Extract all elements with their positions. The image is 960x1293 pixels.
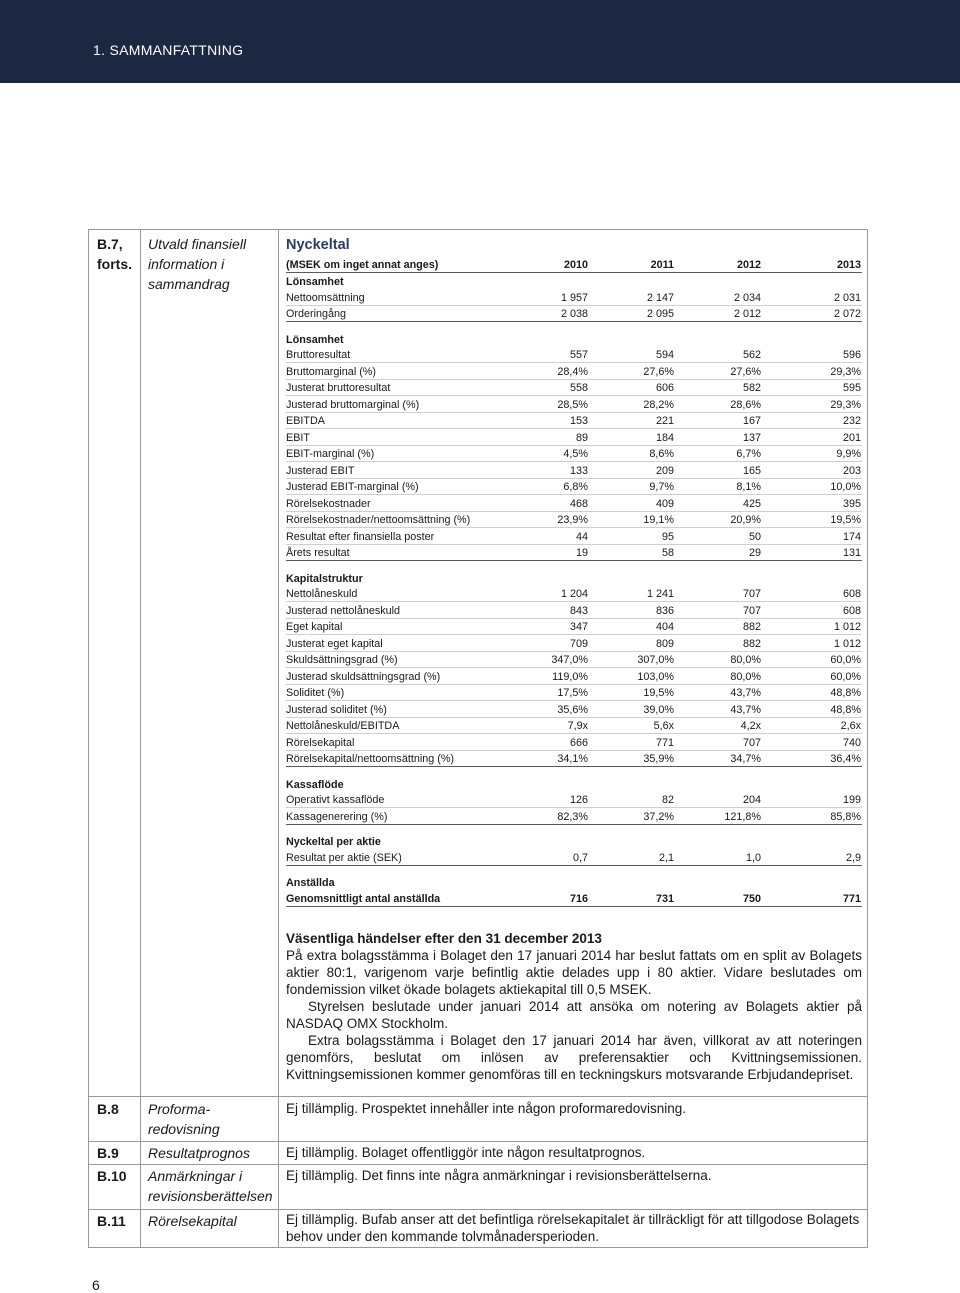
row-value: 167 bbox=[742, 415, 761, 427]
table-row bbox=[286, 545, 862, 562]
row-value: 44 bbox=[575, 530, 588, 543]
row-value: 221 bbox=[655, 415, 674, 427]
row-label: Kapitalstruktur bbox=[286, 572, 363, 585]
section-label: Anmärkningar i revisionsberättelsen bbox=[148, 1168, 273, 1204]
group-title bbox=[286, 569, 862, 586]
row-value: 307,0% bbox=[637, 654, 674, 666]
table-row bbox=[286, 347, 862, 364]
table-row bbox=[286, 635, 862, 652]
row-value: 95 bbox=[661, 530, 674, 543]
row-value: 4,5% bbox=[563, 448, 588, 460]
row-value: 201 bbox=[842, 431, 861, 444]
row-value: 10,0% bbox=[830, 481, 861, 493]
row-label: Rörelsekapital/nettoomsättning (%) bbox=[286, 753, 455, 765]
row-value: 1 204 bbox=[560, 588, 588, 600]
table-row bbox=[286, 528, 862, 545]
table-title: Nyckeltal bbox=[286, 237, 350, 253]
table-row bbox=[286, 734, 862, 751]
row-value: 23,9% bbox=[557, 514, 588, 526]
table-row bbox=[286, 429, 862, 446]
row-value: 2011 bbox=[650, 258, 674, 271]
table-row bbox=[286, 462, 862, 479]
row-value: 6,8% bbox=[563, 481, 588, 493]
row-label: Eget kapital bbox=[286, 621, 343, 633]
row-value: 39,0% bbox=[643, 703, 674, 716]
group-title bbox=[286, 833, 862, 850]
section-body: Ej tillämplig. Bolaget offentliggör inte någon resultatprognos. bbox=[286, 1145, 646, 1160]
row-value: 60,0% bbox=[830, 654, 861, 666]
row-label: Rörelsekostnader/nettoomsättning (%) bbox=[286, 514, 471, 526]
section-number: B.11 bbox=[97, 1213, 126, 1229]
row-value: 395 bbox=[842, 497, 861, 510]
table-row bbox=[286, 652, 862, 669]
row-value: 8,6% bbox=[649, 448, 674, 460]
row-value: 80,0% bbox=[730, 670, 761, 683]
table-row bbox=[286, 306, 862, 323]
table-row bbox=[286, 751, 862, 768]
row-value: 666 bbox=[569, 736, 588, 749]
row-divider bbox=[88, 1164, 868, 1165]
row-value: 2 147 bbox=[646, 291, 674, 304]
table-row bbox=[286, 479, 862, 496]
group-title bbox=[286, 775, 862, 792]
row-label: Justerad EBIT bbox=[286, 464, 355, 477]
table-row bbox=[286, 446, 862, 463]
row-value: 28,5% bbox=[557, 398, 588, 411]
row-label: Justerad soliditet (%) bbox=[286, 703, 387, 716]
table-row bbox=[286, 586, 862, 603]
row-value: 750 bbox=[742, 892, 761, 905]
row-value: 29,3% bbox=[830, 398, 861, 411]
section-number: B.9 bbox=[97, 1145, 119, 1161]
row-value: 82,3% bbox=[557, 810, 588, 823]
row-value: 1 012 bbox=[833, 637, 861, 650]
page-number: 6 bbox=[92, 1277, 100, 1293]
row-divider bbox=[88, 1141, 868, 1142]
row-label: Justerat bruttoresultat bbox=[286, 382, 391, 394]
row-value: 608 bbox=[842, 604, 861, 617]
row-label: (MSEK om inget annat anges) bbox=[286, 258, 439, 271]
row-value: 709 bbox=[569, 637, 588, 650]
table-row bbox=[286, 380, 862, 397]
table-header-row bbox=[286, 256, 862, 273]
group-title bbox=[286, 330, 862, 347]
row-value: 606 bbox=[655, 382, 674, 394]
section-number: B.7, forts. bbox=[97, 236, 132, 272]
table-row bbox=[286, 718, 862, 735]
row-value: 133 bbox=[569, 464, 588, 477]
row-value: 17,5% bbox=[557, 687, 588, 699]
row-label: Justerad nettolåneskuld bbox=[286, 604, 401, 617]
section-number: B.10 bbox=[97, 1168, 127, 1184]
row-value: 2,6x bbox=[840, 720, 861, 732]
row-value: 35,9% bbox=[643, 753, 674, 765]
row-value: 9,7% bbox=[649, 481, 674, 493]
row-value: 707 bbox=[742, 588, 761, 600]
row-value: 58 bbox=[661, 547, 674, 559]
row-value: 19,5% bbox=[830, 514, 861, 526]
row-value: 103,0% bbox=[637, 670, 674, 683]
section-label: Resultatprognos bbox=[148, 1145, 250, 1161]
row-label: Bruttomarginal (%) bbox=[286, 365, 377, 378]
row-value: 716 bbox=[569, 892, 588, 905]
row-value: 19 bbox=[575, 547, 588, 559]
row-value: 347 bbox=[569, 621, 588, 633]
row-value: 48,8% bbox=[830, 703, 861, 716]
row-divider bbox=[88, 1096, 868, 1097]
row-value: 153 bbox=[569, 415, 588, 427]
row-label: Justerad bruttomarginal (%) bbox=[286, 398, 420, 411]
row-value: 2 072 bbox=[833, 308, 861, 320]
row-value: 2 012 bbox=[733, 308, 761, 320]
table-row bbox=[286, 792, 862, 809]
row-label: EBIT-marginal (%) bbox=[286, 448, 375, 460]
row-label: Soliditet (%) bbox=[286, 687, 345, 699]
row-value: 89 bbox=[575, 431, 588, 444]
row-value: 582 bbox=[742, 382, 761, 394]
section-body: Ej tillämplig. Bufab anser att det befintliga rörelsekapitalet är tillräckligt för att tillgodose Bolagets behov under den kommande tolvmånadersperioden. bbox=[286, 1212, 860, 1244]
row-value: 19,1% bbox=[643, 514, 674, 526]
row-value: 882 bbox=[742, 621, 761, 633]
row-label: Skuldsättningsgrad (%) bbox=[286, 654, 398, 666]
row-value: 27,6% bbox=[730, 365, 761, 378]
row-label: Rörelsekostnader bbox=[286, 497, 371, 510]
row-value: 6,7% bbox=[736, 448, 761, 460]
group-title bbox=[286, 874, 862, 891]
row-value: 836 bbox=[655, 604, 674, 617]
section-number: B.8 bbox=[97, 1101, 119, 1117]
group-title bbox=[286, 273, 862, 290]
group-gap bbox=[286, 825, 862, 833]
table-row bbox=[286, 668, 862, 685]
row-value: 165 bbox=[742, 464, 761, 477]
row-value: 209 bbox=[655, 464, 674, 477]
row-value: 1 241 bbox=[646, 588, 674, 600]
row-value: 204 bbox=[742, 794, 761, 806]
row-value: 707 bbox=[742, 604, 761, 617]
row-label: Resultat efter finansiella poster bbox=[286, 530, 435, 543]
row-value: 174 bbox=[842, 530, 861, 543]
row-value: 137 bbox=[742, 431, 761, 444]
row-value: 5,6x bbox=[653, 720, 674, 732]
row-value: 882 bbox=[742, 637, 761, 650]
row-value: 557 bbox=[569, 349, 588, 361]
row-label: Genomsnittligt antal anställda bbox=[286, 892, 441, 905]
row-value: 404 bbox=[655, 621, 674, 633]
row-label: Resultat per aktie (SEK) bbox=[286, 851, 402, 864]
row-label: Bruttoresultat bbox=[286, 349, 351, 361]
row-value: 2,1 bbox=[658, 851, 674, 864]
row-value: 28,4% bbox=[557, 365, 588, 378]
row-label: EBIT bbox=[286, 431, 310, 444]
row-value: 184 bbox=[655, 431, 674, 444]
events-paragraph: Styrelsen beslutade under januari 2014 att ansöka om notering av Bolagets aktier på NASDAQ OMX Stockholm. bbox=[286, 999, 862, 1031]
table-row bbox=[286, 685, 862, 702]
row-label: Kassagenerering (%) bbox=[286, 810, 388, 823]
row-value: 2010 bbox=[563, 258, 588, 271]
row-value: 595 bbox=[842, 382, 861, 394]
row-value: 20,9% bbox=[730, 514, 761, 526]
row-value: 34,1% bbox=[557, 753, 588, 765]
row-value: 27,6% bbox=[643, 365, 674, 378]
row-label: Justerad EBIT-marginal (%) bbox=[286, 481, 419, 493]
row-value: 1,0 bbox=[745, 851, 761, 864]
row-label: Justerad skuldsättningsgrad (%) bbox=[286, 670, 441, 683]
row-value: 85,8% bbox=[830, 810, 861, 823]
row-value: 409 bbox=[655, 497, 674, 510]
table-row bbox=[286, 396, 862, 413]
row-value: 425 bbox=[742, 497, 761, 510]
row-value: 558 bbox=[569, 382, 588, 394]
row-value: 131 bbox=[842, 547, 861, 559]
section-body: Ej tillämplig. Prospektet innehåller inte någon proformaredovisning. bbox=[286, 1101, 686, 1116]
table-row bbox=[286, 808, 862, 825]
row-value: 1 957 bbox=[560, 291, 588, 304]
table-row bbox=[286, 289, 862, 306]
section-label: Rörelsekapital bbox=[148, 1213, 237, 1229]
row-value: 2 034 bbox=[733, 291, 761, 304]
table-row bbox=[286, 413, 862, 430]
row-value: 2,9 bbox=[845, 851, 861, 864]
row-value: 2 095 bbox=[646, 308, 674, 320]
row-value: 48,8% bbox=[830, 687, 861, 699]
row-value: 2012 bbox=[736, 258, 761, 271]
group-gap bbox=[286, 866, 862, 874]
row-value: 809 bbox=[655, 637, 674, 650]
row-value: 35,6% bbox=[557, 703, 588, 716]
row-value: 468 bbox=[569, 497, 588, 510]
row-value: 121,8% bbox=[724, 810, 761, 823]
row-value: 34,7% bbox=[730, 753, 761, 765]
table-row bbox=[286, 363, 862, 380]
row-value: 203 bbox=[842, 464, 861, 477]
row-value: 82 bbox=[661, 794, 674, 806]
row-divider bbox=[88, 1209, 868, 1210]
row-value: 594 bbox=[655, 349, 674, 361]
row-label: Anställda bbox=[286, 877, 335, 889]
row-label: Nettolåneskuld/EBITDA bbox=[286, 720, 400, 732]
row-value: 232 bbox=[842, 415, 861, 427]
key-figures-table bbox=[286, 256, 862, 907]
group-gap bbox=[286, 322, 862, 330]
row-value: 7,9x bbox=[567, 720, 588, 732]
table-row bbox=[286, 495, 862, 512]
row-value: 28,2% bbox=[643, 398, 674, 411]
row-value: 8,1% bbox=[736, 481, 761, 493]
row-label: Rörelsekapital bbox=[286, 736, 355, 749]
row-value: 731 bbox=[655, 892, 674, 905]
events-title: Väsentliga händelser efter den 31 december 2013 bbox=[286, 931, 602, 946]
row-value: 608 bbox=[842, 588, 861, 600]
row-label: Nettolåneskuld bbox=[286, 588, 358, 600]
events-paragraph: Extra bolagsstämma i Bolaget den 17 januari 2014 har även, villkorat av att noteringen genomförs, beslutat om inlösen av preferensaktier och Kvittningsemissionen. Kvittningsemissionen kommer genomföras till en teckningskurs motsvarande Erbjudandepriset. bbox=[286, 1033, 862, 1082]
row-value: 2013 bbox=[836, 258, 861, 271]
table-row bbox=[286, 602, 862, 619]
row-value: 29,3% bbox=[830, 365, 861, 378]
row-value: 2 031 bbox=[833, 291, 861, 304]
page-header bbox=[0, 0, 960, 83]
group-gap bbox=[286, 767, 862, 775]
row-label: Lönsamhet bbox=[286, 276, 344, 288]
section-body: Ej tillämplig. Det finns inte några anmärkningar i revisionsberättelserna. bbox=[286, 1168, 712, 1183]
row-label: Nettoomsättning bbox=[286, 291, 365, 304]
table-row bbox=[286, 619, 862, 636]
row-value: 29 bbox=[748, 547, 761, 559]
row-value: 36,4% bbox=[830, 753, 861, 765]
row-value: 2 038 bbox=[560, 308, 588, 320]
row-value: 199 bbox=[842, 794, 861, 806]
row-value: 60,0% bbox=[830, 670, 861, 683]
row-label: Orderingång bbox=[286, 308, 347, 320]
row-value: 37,2% bbox=[643, 810, 674, 823]
table-row bbox=[286, 701, 862, 718]
events-paragraph: På extra bolagsstämma i Bolaget den 17 januari 2014 har beslut fattats om en split av Bolagets aktier 80:1, varigenom varje befintlig aktie delades upp i 80 aktier. Vidare beslutades om fondemission vilket ökade bolagets aktiekapital till 0,5 MSEK. bbox=[286, 948, 862, 997]
row-value: 843 bbox=[569, 604, 588, 617]
row-label: EBITDA bbox=[286, 415, 325, 427]
row-value: 740 bbox=[842, 736, 861, 749]
header-title: 1. SAMMANFATTNING bbox=[93, 42, 244, 58]
row-value: 0,7 bbox=[572, 851, 588, 864]
row-value: 1 012 bbox=[833, 621, 861, 633]
row-value: 771 bbox=[655, 736, 674, 749]
row-value: 43,7% bbox=[730, 687, 761, 699]
section-label: Utvald finansiell information i sammandrag bbox=[148, 236, 247, 292]
row-value: 562 bbox=[742, 349, 761, 361]
row-value: 119,0% bbox=[552, 670, 588, 683]
row-value: 126 bbox=[569, 794, 588, 806]
row-value: 596 bbox=[842, 349, 861, 361]
section-label: Proforma- redovisning bbox=[148, 1101, 220, 1137]
table-row bbox=[286, 890, 862, 907]
row-label: Årets resultat bbox=[286, 547, 350, 559]
row-value: 771 bbox=[842, 892, 861, 905]
row-value: 347,0% bbox=[551, 654, 588, 666]
table-row bbox=[286, 849, 862, 866]
row-label: Justerat eget kapital bbox=[286, 637, 383, 650]
row-value: 43,7% bbox=[730, 703, 761, 716]
row-label: Operativt kassaflöde bbox=[286, 794, 385, 806]
row-value: 28,6% bbox=[730, 398, 761, 411]
row-value: 9,9% bbox=[836, 448, 861, 460]
row-label: Lönsamhet bbox=[286, 333, 344, 346]
row-label: Kassaflöde bbox=[286, 778, 344, 791]
row-value: 707 bbox=[742, 736, 761, 749]
row-value: 50 bbox=[748, 530, 761, 543]
row-value: 80,0% bbox=[730, 654, 761, 666]
events-section bbox=[286, 930, 862, 1083]
table-row bbox=[286, 512, 862, 529]
row-value: 4,2x bbox=[740, 720, 761, 732]
row-value: 19,5% bbox=[643, 687, 674, 699]
row-label: Nyckeltal per aktie bbox=[286, 836, 381, 848]
group-gap bbox=[286, 561, 862, 569]
